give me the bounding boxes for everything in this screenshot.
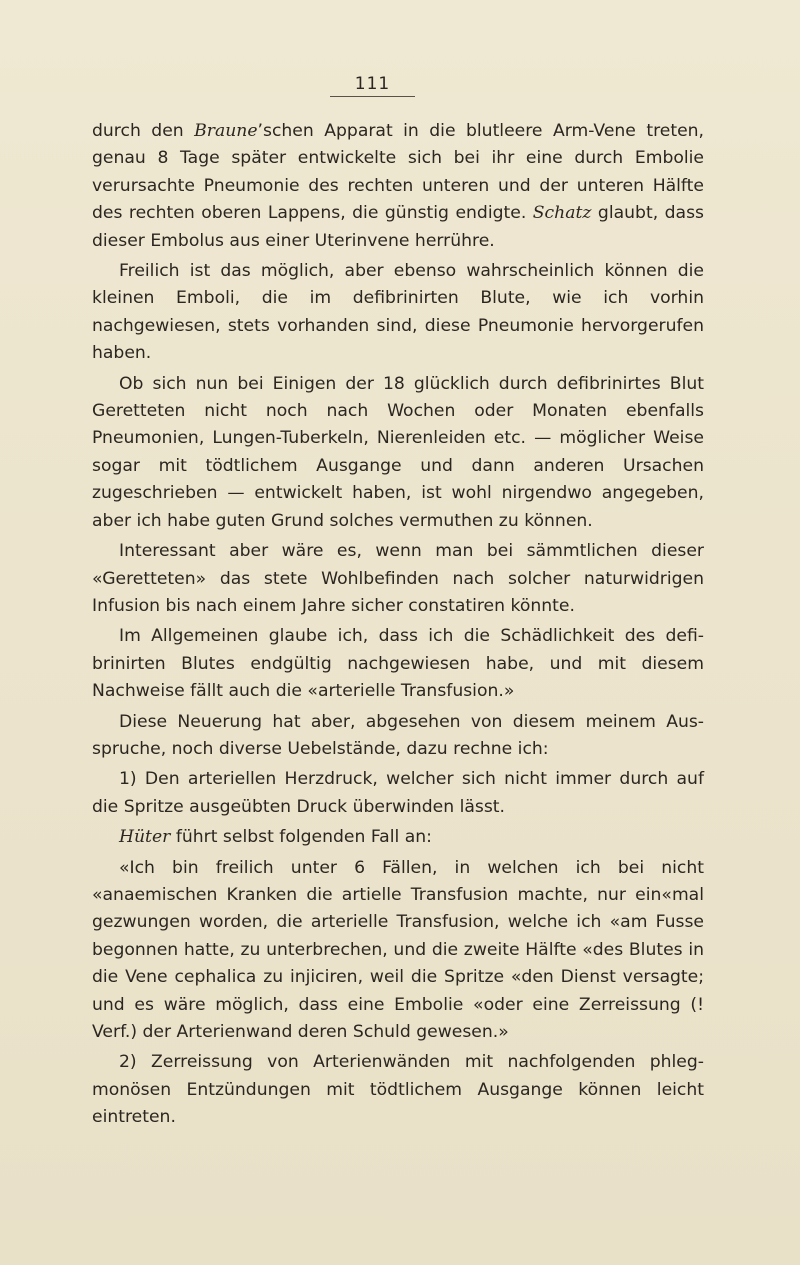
paragraph-4: Interessant aber wäre es, wenn man bei sämmtlichen dieser «Geretteten» das stete Wohlbefinden nach solcher naturwidrigen Infusion bis nach einem Jahre sicher constatiren könnte. [92, 541, 704, 616]
text-run: glaubt, dass dieser Embolus aus einer Uterinvene herrühre. [92, 203, 704, 251]
paragraph-8 [92, 824, 704, 851]
paragraph-2: Freilich ist das möglich, aber ebenso wahrscheinlich können die kleinen Emboli, die im defibrinirten Blute, wie ich vorhin nachgewiesen, stets vorhanden sind, diese Pneumonie hervorgerufen haben. [92, 261, 704, 364]
paragraph-1 [92, 118, 704, 255]
paragraph-3: Ob sich nun bei Einigen der 18 glücklich durch defibrinirtes Blut Geretteten nicht noch nach Wochen oder Monaten ebenfalls Pneumonien, Lungen-Tuberkeln, Nierenleiden etc. — möglicher Weise sogar mit tödtlichem Ausgange und dann anderen Ursachen zugeschrieben — entwickelt haben, ist wohl nirgendwo angegeben, aber ich habe guten Grund solches vermuthen zu können. [92, 373, 704, 531]
author-name: Braune [194, 121, 258, 141]
page-number: 111 [330, 74, 415, 97]
text-run: führt selbst folgenden Fall an: [170, 827, 432, 848]
quotation: «Ich bin freilich unter 6 Fällen, in welchen ich bei nicht «anaemischen Kranken die artielle Transfusion machte, nur ein«mal gezwungen worden, die arterielle Transfusion, welche ich «am Fusse begonnen hatte, zu unterbrechen, und die zweite Hälfte «des Blutes in die Vene cephalica zu injiciren, weil die Spritze «den Dienst versagte; und es wäre möglich, dass eine Embolie «oder eine Zerreissung (! Verf.) der Arterienwand deren Schuld gewesen.» [92, 857, 704, 1042]
text-run: durch den [92, 121, 195, 141]
paragraph-5: Im Allgemeinen glaube ich, dass ich die Schädlichkeit des defibrinirten Blutes endgültig nachgewiesen habe, und mit diesem Nachweise fällt auch die «arterielle Transfusion.» [92, 626, 704, 702]
author-name: Hüter [119, 827, 171, 848]
author-name: Schatz [532, 203, 592, 224]
paragraph-7: 1) Den arteriellen Herzdruck, welcher sich nicht immer durch auf die Spritze ausgeübten Druck überwinden lässt. [92, 769, 704, 817]
paragraph-6: Diese Neuerung hat aber, abgesehen von diesem meinem Ausspruche, noch diverse Uebelstände, dazu rechne ich: [92, 711, 704, 759]
body-text [92, 118, 704, 1132]
paragraph-10: 2) Zerreissung von Arterienwänden mit nachfolgenden phlegmonösen Entzündungen mit tödtlichem Ausgange können leicht eintreten. [92, 1052, 704, 1128]
text-run: ’schen Apparat in die blutleere Arm-Vene treten, genau 8 Tage später entwickelte sich bei ihr eine durch Embolie verursachte Pneumonie des rechten unteren und der unteren Hälfte des rechten oberen Lappens, die günstig endigte. [92, 121, 705, 224]
